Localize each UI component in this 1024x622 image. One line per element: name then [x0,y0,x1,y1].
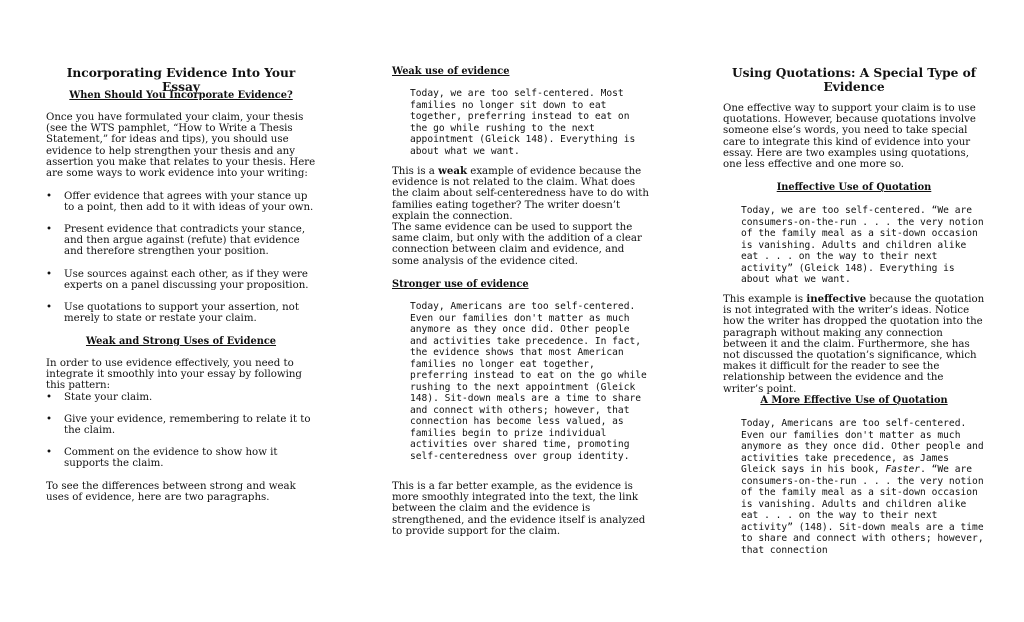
bullet-icon: • [46,269,53,280]
weak-explanation-bold: weak [438,165,468,177]
list-item [46,191,316,213]
bullet-text: Comment on the evidence to show how it supports the claim. [64,447,278,470]
book-title-italic: Faster [885,464,921,475]
heading-more-effective-quotation: A More Effective Use of Quotation [760,395,948,406]
heading-when-to-incorporate: When Should You Incorporate Evidence? [69,90,293,101]
bullet-icon: • [46,191,53,202]
heading-weak-use: Weak use of evidence [392,66,510,77]
bullet-icon: • [46,447,53,458]
bullet-icon: • [46,302,53,313]
ineffective-example-block: Today, we are too self-centered. “We are consumers-on-the-run . . . the very notion of the family meal as a sit-down occasion is vanishing. Adults and children alike eat . . . on the way to their next activity” (Gleick 148). Everything is about what we want. [741,205,984,285]
bullet-text: Give your evidence, remembering to relate it to the claim. [64,414,311,437]
weak-explanation-text-a: This is a [392,166,439,177]
bullet-icon: • [46,224,53,235]
more-effective-text-a: Today, Americans are too self-centered. Even our families don't matter as much anymore as they once did. Other people and activities take precedence, as James Gleick says in his book, [741,418,984,475]
bullet-text: Use sources against each other, as if they were experts on a panel discussing your proposition. [64,269,309,292]
heading-stronger-use: Stronger use of evidence [392,279,529,290]
same-evidence-paragraph: The same evidence can be used to support the same claim, but only with the addition of a clear connection between claim and evidence, and some analysis of the evidence cited. [392,222,642,267]
list-item [46,392,316,403]
heading-weak-strong: Weak and Strong Uses of Evidence [85,336,277,347]
weak-explanation-paragraph [392,166,650,222]
ineffective-explanation-text-b: because the quotation is not integrated with the writer’s ideas. Notice how the writer has dropped the quotation into the paragraph without making any connection between it and the claim. Furthermore, she has not discussed the quotation’s significance, which makes it difficult for the reader to see the relationship between the evidence and the writer’s point. [723,294,985,395]
list-item [46,224,316,258]
bullet-icon: • [46,414,53,425]
ineffective-explanation-bold: ineffective [806,293,867,305]
weak-explanation-text-b: example of evidence because the evidence is not related to the claim. What does the claim about self-centeredness have to do with families eating together? The writer doesn’t explain the connection. [392,166,649,222]
heading-ineffective-quotation: Ineffective Use of Quotation [776,182,932,193]
bullet-icon: • [46,392,53,403]
list-item [46,447,316,469]
list-item [46,302,316,324]
strong-example-block: Today, Americans are too self-centered. Even our families don't matter as much anymore as they once did. Other people and activities take precedence. In fact, the evidence shows that most American families no longer eat together, preferring instead to eat on the go while rushing to the next appointment (Gleick 148). Sit-down meals are a time to share and connect with others; however, that connection has become less valued, as families begin to prize individual activities over shared time, promoting self-centeredness over group identity. [410,301,647,462]
list-item [46,269,316,291]
section-title-quotations: Using Quotations: A Special Type of Evidence [731,66,977,94]
better-example-paragraph: This is a far better example, as the evidence is more smoothly integrated into the text, the link between the claim and the evidence is strengthened, and the evidence itself is analyzed to provide support for the claim. [392,481,646,537]
quotations-intro-paragraph: One effective way to support your claim is to use quotations. However, because quotations involve someone else’s words, you need to take special care to integrate this kind of evidence into your essay. Here are two examples using quotations, one less effective and one more so. [723,103,976,171]
ineffective-explanation-paragraph [723,294,985,395]
bullet-text: Use quotations to support your assertion, not merely to state or restate your claim. [64,302,299,325]
ineffective-explanation-text-a: This example is [723,294,807,305]
page-title: Incorporating Evidence Into Your Essay [66,66,296,94]
weak-example-block: Today, we are too self-centered. Most families no longer sit down to eat together, preferring instead to eat on the go while rushing to the next appointment (Gleick 148). Everything is about what we want. [410,88,636,157]
bullet-text: Offer evidence that agrees with your stance up to a point, then add to it with ideas of your own. [64,191,314,214]
list-item [46,414,316,436]
bullet-text: Present evidence that contradicts your stance, and then argue against (refute) that evidence and therefore strengthen your position. [64,224,306,258]
more-effective-example-block [723,418,985,556]
bullet-text: State your claim. [64,392,153,403]
intro-paragraph: Once you have formulated your claim, your thesis (see the WTS pamphlet, “How to Write a Thesis Statement,” for ideas and tips), you should use evidence to help strengthen your thesis and any assertion you make that relates to your thesis. Here are some ways to work evidence into your writing: [46,112,316,180]
more-effective-text-b: . “We are consumers-on-the-run . . . the very notion of the family meal as a sit-down occasion is vanishing. Adults and children alike eat . . . on the way to their next activity” (148). Sit-down meals are a time to share and connect with others; however, that connection [741,464,984,556]
pattern-intro-paragraph: In order to use evidence effectively, you need to integrate it smoothly into your essay by following this pattern: [46,358,302,392]
closing-paragraph: To see the differences between strong and weak uses of evidence, here are two paragraphs. [46,481,296,504]
